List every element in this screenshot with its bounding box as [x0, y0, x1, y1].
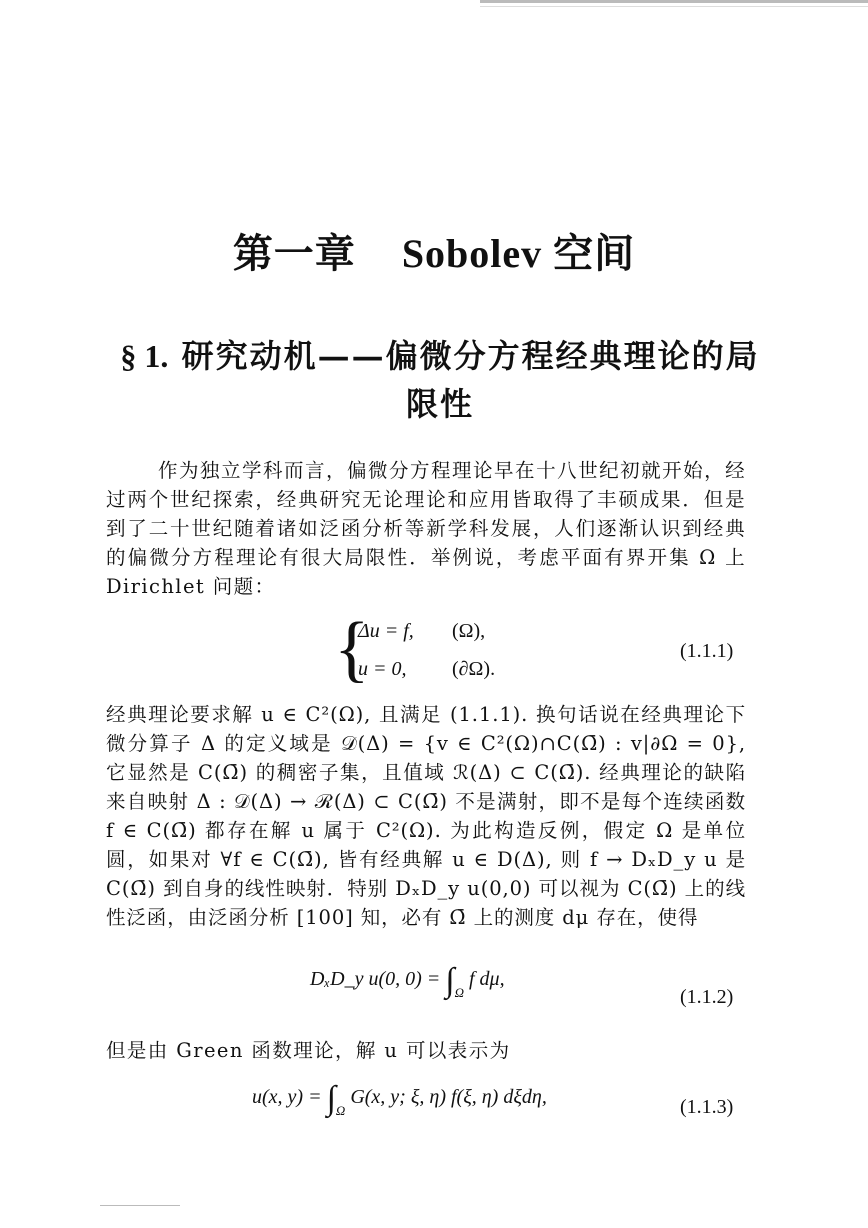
equation-2-rhs: f dμ,: [469, 968, 505, 990]
top-rule-thin: [480, 6, 868, 7]
equation-1-1-2: [310, 962, 505, 1001]
top-rule: [480, 0, 868, 3]
equation-row-2-lhs: u = 0,: [358, 658, 407, 680]
equation-1-1-3: [252, 1080, 547, 1119]
section-heading: [110, 332, 770, 428]
section-mark: § 1.: [120, 338, 169, 374]
integral-domain: Ω: [454, 985, 464, 1000]
equation-number-1: (1.1.1): [680, 640, 734, 662]
equation-number-3: (1.1.3): [680, 1096, 734, 1118]
chapter-title: Sobolev 空间: [401, 231, 636, 276]
paragraph-intro: 作为独立学科而言，偏微分方程理论早在十八世纪初就开始，经过两个世纪探索，经典研究无论理论和应用皆取得了丰硕成果．但是到了二十世纪随着诸如泛函分析等新学科发展，人们逐渐认识到经典的偏微分方程理论有很大局限性．举例说，考虑平面有界开集 Ω 上 Dirichlet 问题：: [106, 459, 746, 598]
integral-sign: ∫: [326, 1080, 336, 1117]
equation-row-1-lhs: Δu = f,: [358, 620, 414, 642]
equation-3-lhs: u(x, y) =: [252, 1086, 327, 1108]
equation-2-lhs: DₓD_y u(0, 0) =: [310, 968, 446, 990]
equation-row-1: [358, 620, 485, 643]
integral-domain: Ω: [335, 1103, 346, 1118]
section-title: 研究动机——偏微分方程经典理论的局限性: [181, 337, 760, 423]
equation-row-2: [358, 658, 495, 681]
paragraph-green: 但是由 Green 函数理论，解 u 可以表示为: [106, 1039, 511, 1062]
left-brace: {: [334, 608, 370, 690]
bottom-rule: [100, 1205, 180, 1206]
equation-number-2: (1.1.2): [680, 986, 734, 1008]
equation-3-rhs: G(x, y; ξ, η) f(ξ, η) dξdη,: [350, 1086, 547, 1108]
paragraph-classical-theory: 经典理论要求解 u ∈ C²(Ω), 且满足 (1.1.1). 换句话说在经典理论下微分算子 Δ 的定义域是 𝒟(Δ) = {v ∈ C²(Ω)∩C(Ω̄) : v|∂Ω = 0}, 它显然是 C(Ω̄) 的稠密子集，且值域 ℛ(Δ) ⊂ C(Ω̄). 经典理论的缺陷来自映射 Δ : 𝒟(Δ) → ℛ(Δ) ⊂ C(Ω̄) 不是满射，即不是每个连续函数 f ∈ C(Ω̄) 都存在解 u 属于 C²(Ω). 为此构造反例，假定 Ω 是单位圆，如果对 ∀f ∈ C(Ω̄), 皆有经典解 u ∈ D(Δ), 则 f → DₓD_y u 是 C(Ω̄) 到自身的线性映射．特别 DₓD_y u(0,0) 可以视为 C(Ω̄) 上的线性泛函，由泛函分析 [100] 知，必有 Ω̄ 上的测度 dμ 存在，使得: [106, 703, 746, 929]
integral-sign: ∫: [445, 962, 455, 999]
chapter-heading: [0, 222, 868, 279]
chapter-number: 第一章: [232, 230, 356, 277]
equation-row-1-rhs: (Ω),: [452, 620, 486, 642]
equation-row-2-rhs: (∂Ω).: [452, 658, 496, 680]
